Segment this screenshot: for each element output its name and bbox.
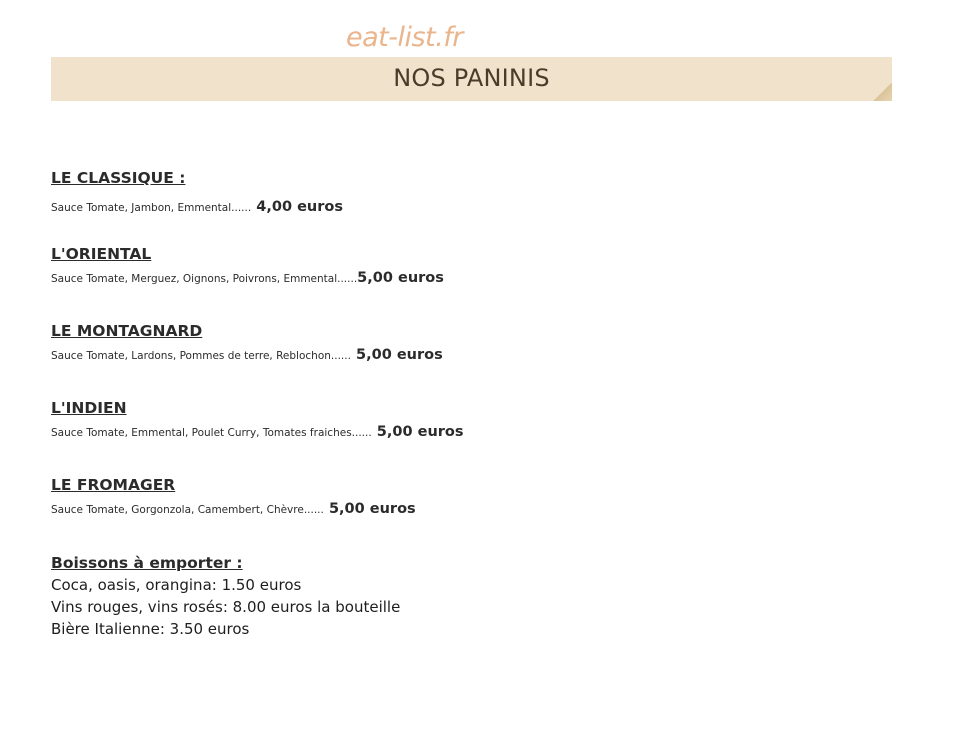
page-title: NOS PANINIS: [393, 64, 550, 92]
item-description: Sauce Tomate, Jambon, Emmental......: [51, 202, 252, 214]
drinks-title: Boissons à emporter :: [51, 554, 243, 572]
menu-item-classique: [51, 168, 343, 218]
item-name: LE FROMAGER: [51, 476, 176, 494]
menu-item-montagnard: [51, 321, 443, 366]
item-line: [51, 498, 416, 520]
item-price: 5,00 euros: [328, 501, 416, 517]
item-price: 5,00 euros: [376, 424, 464, 440]
menu-item-indien: [51, 398, 464, 443]
item-line: [51, 421, 464, 443]
menu-item-oriental: [51, 244, 444, 289]
drinks-section: [51, 552, 400, 640]
item-name: LE CLASSIQUE :: [51, 169, 186, 187]
item-line: [51, 196, 343, 218]
drinks-line: Coca, oasis, orangina: 1.50 euros: [51, 576, 302, 594]
item-name: L'INDIEN: [51, 399, 127, 417]
watermark-text: eat-list.fr: [346, 22, 463, 53]
item-price: 4,00 euros: [256, 199, 343, 215]
drinks-line: Vins rouges, vins rosés: 8.00 euros la bouteille: [51, 598, 401, 616]
item-description: Sauce Tomate, Lardons, Pommes de terre, Reblochon......: [51, 350, 351, 362]
header-banner: [51, 57, 892, 101]
item-description: Sauce Tomate, Gorgonzola, Camembert, Chèvre......: [51, 504, 324, 516]
item-description: Sauce Tomate, Merguez, Oignons, Poivrons, Emmental......: [51, 273, 358, 285]
item-name: LE MONTAGNARD: [51, 322, 203, 340]
drinks-line: Bière Italienne: 3.50 euros: [51, 620, 250, 638]
item-price: 5,00 euros: [356, 347, 443, 363]
item-line: [51, 344, 443, 366]
menu-item-fromager: [51, 475, 416, 520]
item-description: Sauce Tomate, Emmental, Poulet Curry, Tomates fraiches......: [51, 427, 372, 439]
item-price: 5,00 euros: [357, 270, 444, 286]
item-name: L'ORIENTAL: [51, 245, 152, 263]
item-line: [51, 267, 444, 289]
